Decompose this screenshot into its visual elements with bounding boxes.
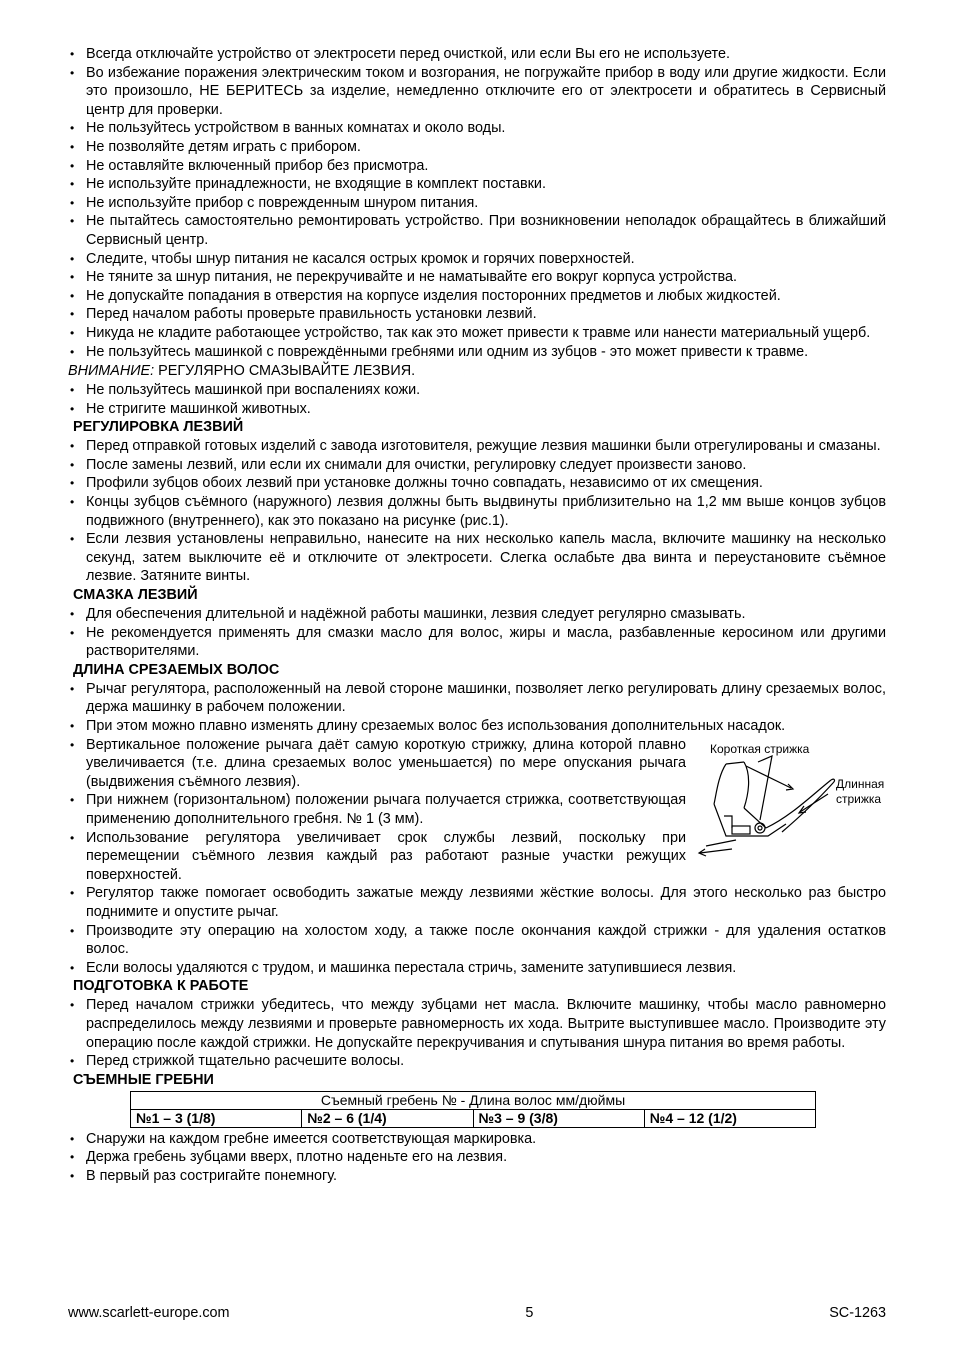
heading-combs: СЪЕМНЫЕ ГРЕБНИ (73, 1071, 214, 1088)
list-item: • Не тяните за шнур питания, не перекручивайте и не наматывайте его вокруг корпуса устройства. (68, 268, 886, 287)
combs-table-caption: Съемный гребень № - Длина волос мм/дюймы (131, 1091, 816, 1109)
combs-table (130, 1091, 816, 1128)
blades-list (68, 437, 886, 586)
prep-list (68, 996, 886, 1070)
list-item: • Следите, чтобы шнур питания не касался острых кромок и горячих поверхностей. (68, 250, 886, 269)
footer-page-number: 5 (525, 1305, 534, 1321)
attention-note (68, 361, 886, 381)
list-item: • Всегда отключайте устройство от электросети перед очисткой, или если Вы его не используете. (68, 45, 886, 64)
figure-1 (696, 736, 886, 885)
length-list-bottom (68, 884, 886, 977)
heading-blades: РЕГУЛИРОВКА ЛЕЗВИЙ (73, 419, 244, 436)
footer-model: SC-1263 (829, 1305, 886, 1321)
comb-cell-1: №1 – 3 (1/8) (131, 1109, 302, 1127)
list-item: • При этом можно плавно изменять длину срезаемых волос без использования дополнительных насадок. (68, 717, 886, 736)
list-item: • Профили зубцов обоих лезвий при установке должны точно совпадать, независимо от их смещения. (68, 474, 886, 493)
list-item: • Перед началом стрижки убедитесь, что между зубцами нет масла. Включите машинку, чтобы масло равномерно распределилось между лезвиями и проверьте равномерность их хода. Вытрите выступившее масло. Производите эту операцию после каждой стрижки. Не допускайте перекручивания и спутывания шнура питания во время работы. (68, 996, 886, 1052)
list-item: • Не пользуйтесь машинкой с повреждёнными гребнями или одним из зубцов - это может привести к травме. (68, 343, 886, 362)
figure-label-short: Короткая стрижка (710, 741, 810, 756)
list-item: • Не позволяйте детям играть с прибором. (68, 138, 886, 157)
combs-list (68, 1130, 886, 1186)
list-item: • Не стригите машинкой животных. (68, 400, 886, 419)
list-item: • Если волосы удаляются с трудом, и машинка перестала стричь, замените затупившиеся лезвия. (68, 959, 886, 978)
footer-site: www.scarlett-europe.com (68, 1305, 230, 1321)
page-footer (68, 1305, 886, 1321)
oil-list (68, 605, 886, 661)
length-figure-row (68, 736, 886, 885)
list-item: • Для обеспечения длительной и надёжной работы машинки, лезвия следует регулярно смазывать. (68, 605, 886, 624)
comb-cell-2: №2 – 6 (1/4) (302, 1109, 473, 1127)
list-item: • Не рекомендуется применять для смазки масло для волос, жиры и масла, разбавленные керосином или другими растворителями. (68, 624, 886, 661)
figure-label-long-1: Длинная (836, 776, 885, 791)
length-list-fig (68, 736, 686, 885)
list-item: • Регулятор также помогает освободить зажатые между лезвиями жёсткие волосы. Для этого несколько раз быстро поднимите и опустите рычаг. (68, 884, 886, 921)
list-item: • Не пользуйтесь машинкой при воспалениях кожи. (68, 381, 886, 400)
page-content (68, 45, 886, 1185)
heading-prep: ПОДГОТОВКА К РАБОТЕ (73, 978, 249, 995)
list-item: • Перед стрижкой тщательно расчешите волосы. (68, 1052, 886, 1071)
list-item: • В первый раз состригайте понемногу. (68, 1167, 886, 1186)
clipper-lever-diagram (696, 736, 886, 866)
list-item: • Рычаг регулятора, расположенный на левой стороне машинки, позволяет легко регулировать длину срезаемых волос, держа машинку в рабочем положении. (68, 680, 886, 717)
list-item: • Перед началом работы проверьте правильность установки лезвий. (68, 305, 886, 324)
list-item: • После замены лезвий, или если их снимали для очистки, регулировку следует произвести заново. (68, 456, 886, 475)
safety-list-2 (68, 381, 886, 418)
list-item: • Производите эту операцию на холостом ходу, а также после окончания каждой стрижки - для удаления остатков волос. (68, 922, 886, 959)
figure-label-long-2: стрижка (836, 791, 882, 806)
list-item: • Снаружи на каждом гребне имеется соответствующая маркировка. (68, 1130, 886, 1149)
list-item: • Не используйте принадлежности, не входящие в комплект поставки. (68, 175, 886, 194)
list-item: • Не пользуйтесь устройством в ванных комнатах и около воды. (68, 119, 886, 138)
heading-length: ДЛИНА СРЕЗАЕМЫХ ВОЛОС (73, 661, 280, 678)
list-item: • Держа гребень зубцами вверх, плотно наденьте его на лезвия. (68, 1148, 886, 1167)
list-item: • Вертикальное положение рычага даёт самую короткую стрижку, длина которой плавно увеличивается (т.е. длина срезаемых волос уменьшается) по мере опускания рычага (выдвижения съёмного лезвия). (68, 736, 686, 792)
list-item: • Не пытайтесь самостоятельно ремонтировать устройство. При возникновении неполадок обращайтесь в ближайший Сервисный центр. (68, 212, 886, 249)
list-item: • Если лезвия установлены неправильно, нанесите на них несколько капель масла, включите машинку на несколько секунд, затем выключите её и отключите от электросети. Слегка ослабьте два винта и переустановите съёмное лезвие. Затяните винты. (68, 530, 886, 586)
attention-label: ВНИМАНИЕ: (68, 363, 155, 380)
list-item: • Использование регулятора увеличивает срок службы лезвий, поскольку при перемещении съёмного лезвия каждый раз работают разные участки режущих поверхностей. (68, 829, 686, 885)
length-list-top (68, 680, 886, 736)
list-item: • При нижнем (горизонтальном) положении рычага получается стрижка, соответствующая применению дополнительного гребня. № 1 (3 мм). (68, 791, 686, 828)
safety-list (68, 45, 886, 361)
list-item: • Не используйте прибор с поврежденным шнуром питания. (68, 194, 886, 213)
list-item: • Перед отправкой готовых изделий с завода изготовителя, режущие лезвия машинки были отрегулированы и смазаны. (68, 437, 886, 456)
list-item: • Не оставляйте включенный прибор без присмотра. (68, 157, 886, 176)
list-item: • Не допускайте попадания в отверстия на корпусе изделия посторонних предметов и любых жидкостей. (68, 287, 886, 306)
comb-cell-4: №4 – 12 (1/2) (644, 1109, 815, 1127)
list-item: • Во избежание поражения электрическим током и возгорания, не погружайте прибор в воду или другие жидкости. Если это произошло, НЕ БЕРИТЕСЬ за изделие, немедленно отключите его от электросети и обратитесь в Сервисный центр для проверки. (68, 64, 886, 120)
list-item: • Никуда не кладите работающее устройство, так как это может привести к травме или нанести материальный ущерб. (68, 324, 886, 343)
list-item: • Концы зубцов съёмного (наружного) лезвия должны быть выдвинуты приблизительно на 1,2 мм выше концов зубцов подвижного (внутреннего), как это показано на рисунке (рис.1). (68, 493, 886, 530)
heading-oil: СМАЗКА ЛЕЗВИЙ (73, 587, 198, 604)
comb-cell-3: №3 – 9 (3/8) (473, 1109, 644, 1127)
attention-text: РЕГУЛЯРНО СМАЗЫВАЙТЕ ЛЕЗВИЯ. (154, 363, 416, 380)
